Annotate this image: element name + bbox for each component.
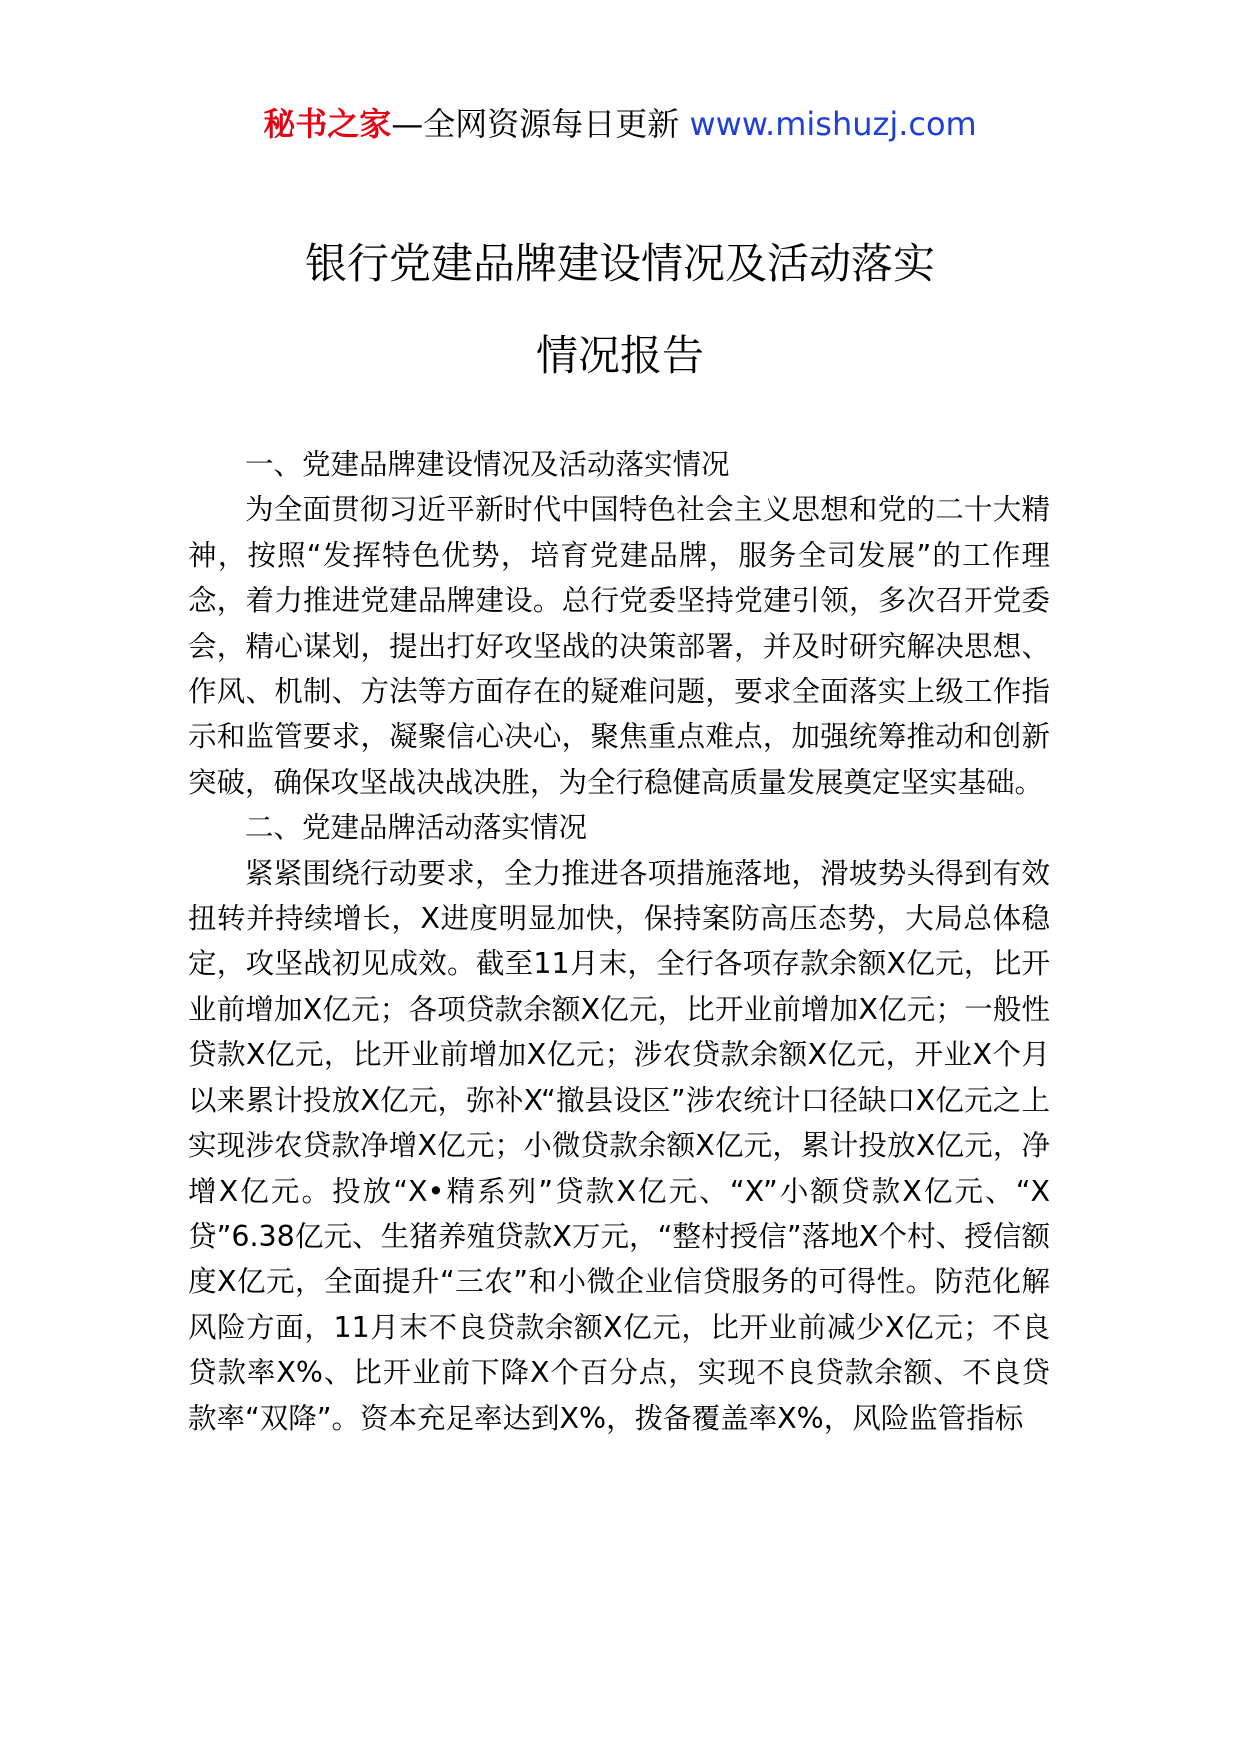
section-heading-2: 二、党建品牌活动落实情况 [245, 811, 588, 845]
document-body [188, 442, 1050, 1441]
header-tagline: —全网资源每日更新 [391, 105, 680, 143]
document-title-line-1: 银行党建品牌建设情况及活动落实 [304, 239, 935, 288]
section-paragraph-2: 紧紧围绕行动要求，全力推进各项措施落地，滑坡势头得到有效扭转并持续增长，X进度明显加快，保持案防高压态势，大局总体稳定，攻坚战初见成效。截至11月末，全行各项存款余额X亿元，比开业前增加X亿元；各项贷款余额X亿元，比开业前增加X亿元；一般性贷款X亿元，比开业前增加X亿元；涉农贷款余额X亿元，开业X个月以来累计投放X亿元，弥补X“撤县设区”涉农统计口径缺口X亿元之上实现涉农贷款净增X亿元；小微贷款余额X亿元，累计投放X亿元，净增X亿元。投放“X•精系列”贷款X亿元、“X”小额贷款X亿元、“X贷”6.38亿元、生猪养殖贷款X万元，“整村授信”落地X个村、授信额度X亿元，全面提升“三农”和小微企业信贷服务的可得性。防范化解风险方面，11月末不良贷款余额X亿元，比开业前减少X亿元；不良贷款率X%、比开业前下降X个百分点，实现不良贷款余额、不良贷款率“双降”。资本充足率达到X%，拨备覆盖率X%，风险监管指标 [188, 856, 1050, 1435]
site-header [0, 100, 1240, 148]
document-title-line-2: 情况报告 [535, 331, 704, 380]
section-heading-1: 一、党建品牌建设情况及活动落实情况 [245, 448, 730, 481]
section-paragraph-1: 为全面贯彻习近平新时代中国特色社会主义思想和党的二十大精神，按照“发挥特色优势，培育党建品牌，服务全司发展”的工作理念，着力推进党建品牌建设。总行党委坚持党建引领，多次召开党委会，精心谋划，提出打好攻坚战的决策部署，并及时研究解决思想、作风、机制、方法等方面存在的疑难问题，要求全面落实上级工作指示和监管要求，凝聚信心决心，聚焦重点难点，加强统筹推动和创新突破，确保攻坚战决战决胜，为全行稳健高质量发展奠定坚实基础。 [188, 493, 1050, 799]
brand-name: 秘书之家 [263, 105, 392, 143]
site-url-link[interactable]: www.mishuzj.com [689, 105, 977, 143]
